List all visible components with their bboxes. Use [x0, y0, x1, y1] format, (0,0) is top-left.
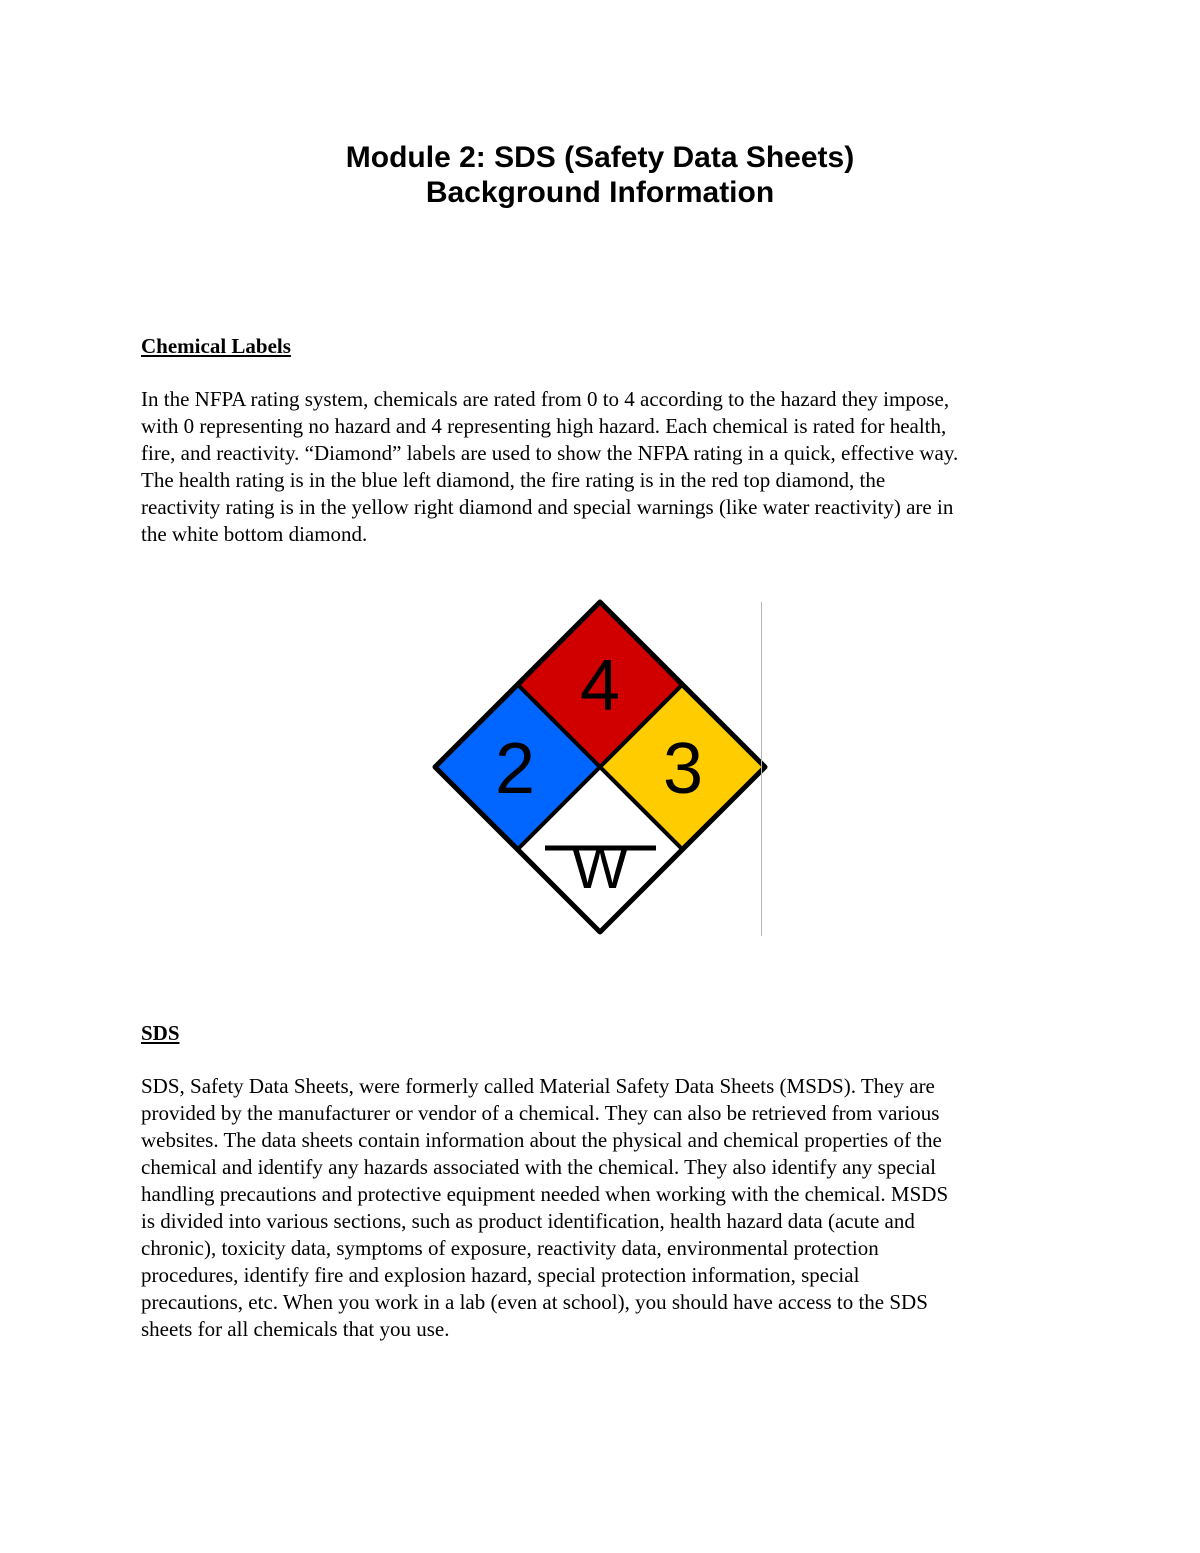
paragraph-line: handling precautions and protective equipment needed when working with the chemical. MSDS [141, 1182, 949, 1206]
reactivity-rating-number: 3 [662, 729, 704, 809]
paragraph-line: precautions, etc. When you work in a lab (even at school), you should have access to the SDS [141, 1290, 928, 1314]
paragraph-line: chronic), toxicity data, symptoms of exposure, reactivity data, environmental protection [141, 1236, 879, 1260]
section-heading-sds: SDS [141, 1021, 180, 1045]
section-heading-chemical-labels: Chemical Labels [141, 334, 291, 358]
paragraph-line: with 0 representing no hazard and 4 representing high hazard. Each chemical is rated for health, [141, 414, 947, 438]
paragraph-line: In the NFPA rating system, chemicals are rated from 0 to 4 according to the hazard they impose, [141, 387, 950, 411]
health-rating-number: 2 [494, 729, 536, 809]
title-line-2: Background Information [425, 176, 775, 209]
chemical-labels-paragraph [141, 386, 1071, 548]
paragraph-line: chemical and identify any hazards associated with the chemical. They also identify any special [141, 1155, 936, 1179]
paragraph-line: is divided into various sections, such as product identification, health hazard data (acute and [141, 1209, 915, 1233]
paragraph-line: The health rating is in the blue left diamond, the fire rating is in the red top diamond, the [141, 468, 886, 492]
paragraph-line: fire, and reactivity. “Diamond” labels are used to show the NFPA rating in a quick, effective way. [141, 441, 959, 465]
figure-divider-line [761, 602, 762, 936]
paragraph-line: procedures, identify fire and explosion hazard, special protection information, special [141, 1263, 860, 1287]
special-warning-symbol: W [571, 834, 629, 901]
paragraph-line: websites. The data sheets contain information about the physical and chemical properties of the [141, 1128, 942, 1152]
fire-rating-number: 4 [579, 646, 621, 726]
sds-paragraph [141, 1073, 1071, 1343]
paragraph-line: the white bottom diamond. [141, 522, 368, 546]
paragraph-line: provided by the manufacturer or vendor of a chemical. They can also be retrieved from various [141, 1101, 940, 1125]
paragraph-line: sheets for all chemicals that you use. [141, 1317, 450, 1341]
paragraph-line: reactivity rating is in the yellow right diamond and special warnings (like water reactivity) are in [141, 495, 954, 519]
paragraph-line: SDS, Safety Data Sheets, were formerly called Material Safety Data Sheets (MSDS). They are [141, 1074, 935, 1098]
title-line-1: Module 2: SDS (Safety Data Sheets) [345, 141, 855, 174]
nfpa-diamond [420, 595, 780, 940]
document-title [0, 140, 1200, 210]
